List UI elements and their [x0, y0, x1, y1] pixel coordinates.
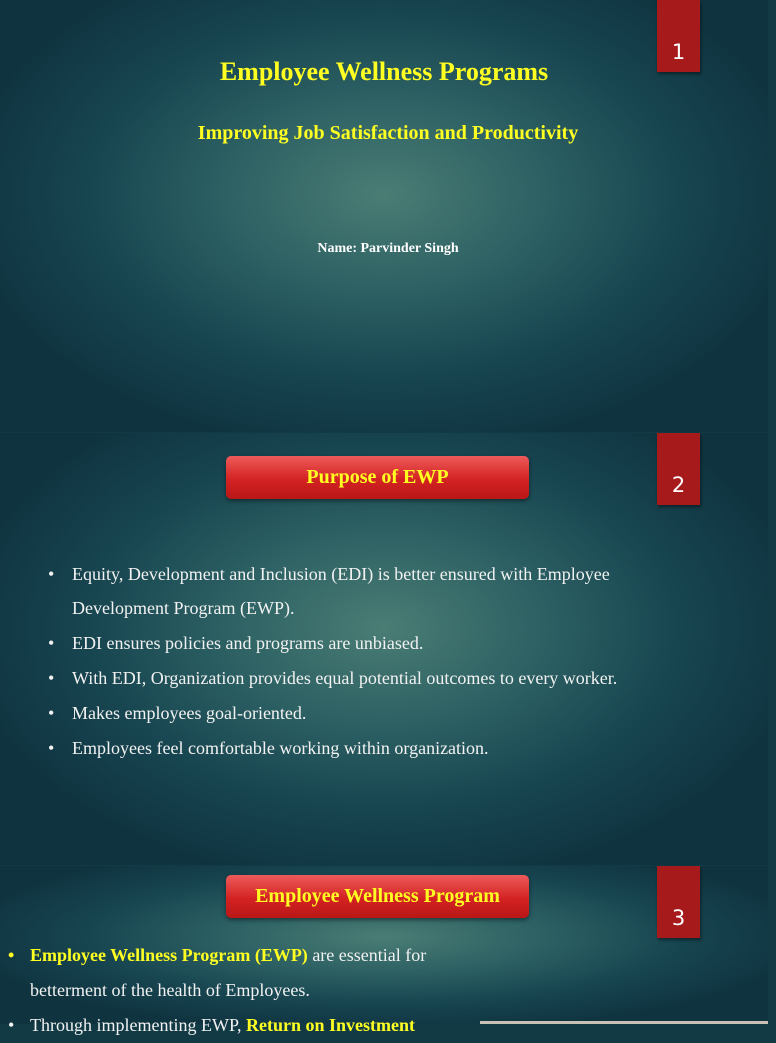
bullet-text: Makes employees goal-oriented.	[72, 703, 307, 723]
slide-2	[0, 433, 768, 865]
author-name: Name: Parvinder Singh	[317, 241, 459, 256]
bullet-list	[8, 938, 488, 1043]
bullet-icon: •	[48, 668, 55, 688]
highlight-text: Return on Investment	[245, 1015, 415, 1035]
bullet-icon: •	[48, 564, 55, 584]
bullet-text: With EDI, Organization provides equal potential outcomes to every worker.	[72, 668, 618, 688]
slide-number-badge: 1	[657, 0, 700, 72]
bullet-text: EDI ensures policies and programs are unbiased.	[72, 633, 424, 653]
slide-heading: Employee Wellness Program	[226, 875, 529, 918]
list-item	[8, 1008, 488, 1043]
bullet-text: Through implementing EWP,	[30, 1015, 246, 1035]
list-item	[8, 938, 488, 1008]
bullet-text: are essential for betterment of the health of Employees.	[30, 945, 427, 1000]
bullet-list	[48, 557, 688, 766]
slide-1	[0, 0, 768, 432]
list-item	[48, 557, 688, 625]
list-item	[48, 626, 688, 660]
slide-heading: Purpose of EWP	[226, 456, 529, 499]
slide-number-badge: 2	[657, 433, 700, 505]
bullet-icon: •	[48, 738, 55, 758]
bullet-text: Equity, Development and Inclusion (EDI) is better ensured with Employee Development Program (EWP).	[72, 564, 610, 618]
slide-title: Employee Wellness Programs	[219, 57, 549, 86]
slide-3	[0, 866, 768, 1035]
bullet-icon: •	[48, 703, 55, 723]
highlight-text: Employee Wellness Program (EWP)	[30, 945, 308, 965]
list-item	[48, 696, 688, 730]
image-edge	[480, 1021, 768, 1024]
bullet-icon: •	[48, 633, 55, 653]
bullet-text: Employees feel comfortable working within organization.	[72, 738, 489, 758]
slide-number-badge: 3	[657, 866, 700, 938]
list-item	[48, 731, 688, 765]
slide-subtitle: Improving Job Satisfaction and Productivity	[197, 122, 579, 144]
bullet-icon: •	[8, 1015, 15, 1035]
bullet-icon: •	[8, 945, 15, 965]
list-item	[48, 661, 688, 695]
